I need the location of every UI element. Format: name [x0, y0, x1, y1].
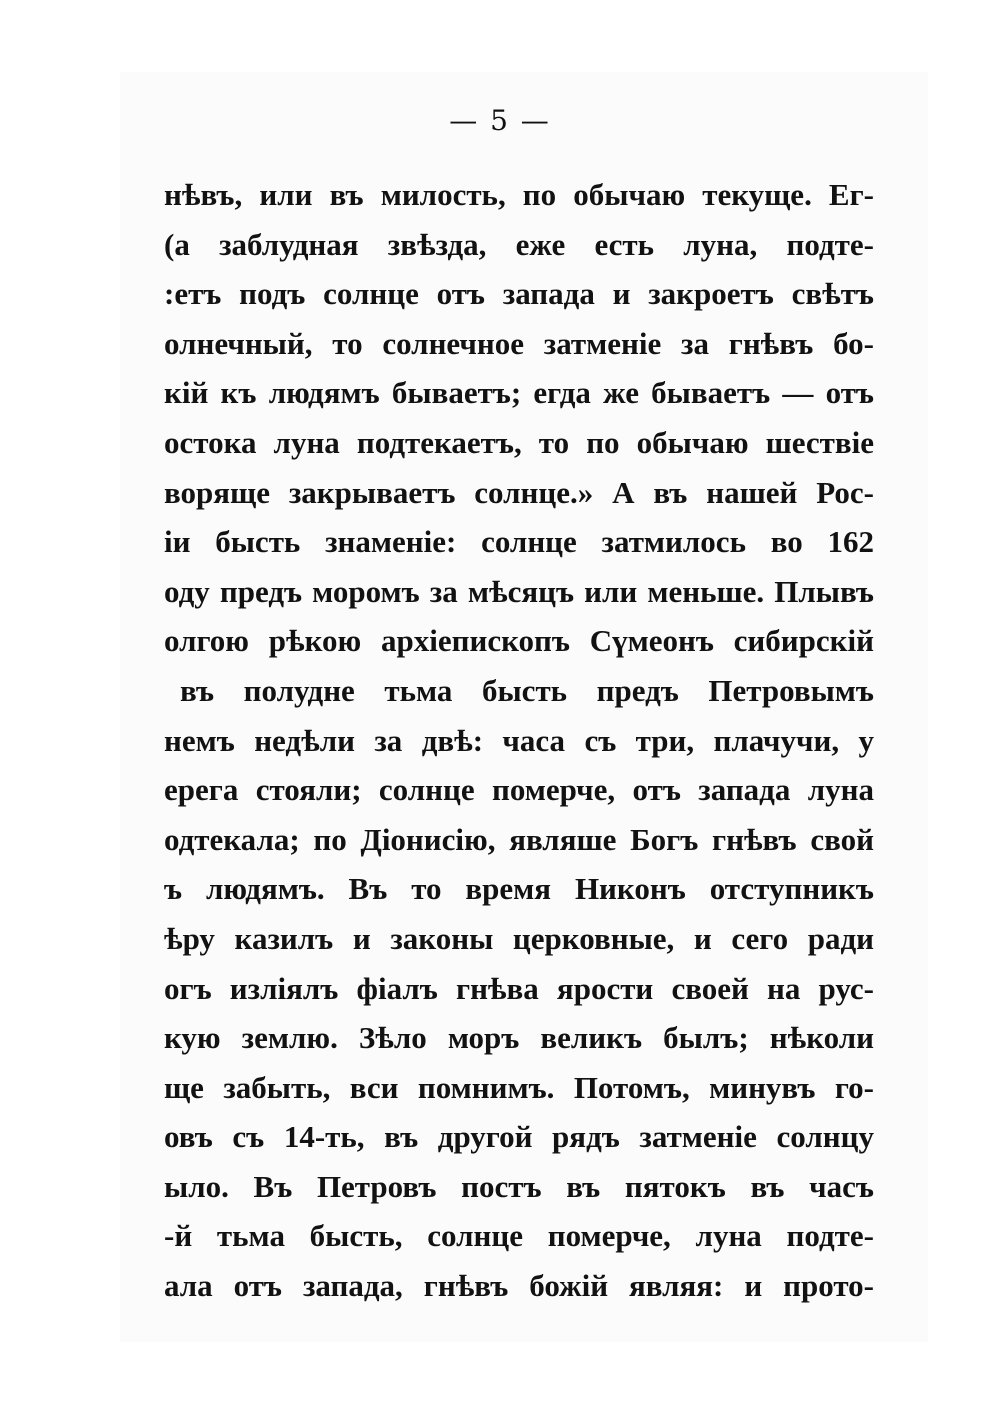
text-line-1: нѣвъ, или въ милость, по обычаю текуще. Ег- [164, 177, 874, 212]
text-line-14: одтекала; по Діонисію, являше Богъ гнѣвъ свой [164, 821, 874, 857]
text-line-11: въ полудне тьма бысть предъ Петровымъ [180, 672, 874, 708]
text-line-7: воряще закрываетъ солнце.» А въ нашей Рос- [164, 474, 874, 510]
text-line-12: немъ недѣли за двѣ: часа съ три, плачучи, у [164, 722, 874, 758]
text-line-5: кій къ людямъ бываетъ; егда же бываетъ — отъ [164, 375, 874, 411]
text-line-17: огъ изліялъ фіалъ гнѣва ярости своей на рус- [164, 970, 874, 1006]
text-line-2: (а заблудная звѣзда, еже есть луна, подте- [164, 226, 874, 262]
text-line-18: кую землю. Зѣло моръ великъ былъ; нѣколи [164, 1020, 874, 1056]
text-line-15: ъ людямъ. Въ то время Никонъ отступникъ [164, 871, 874, 907]
text-line-16: ѣру казилъ и законы церковные, и сего ради [164, 920, 874, 956]
text-line-22: -й тьма бысть, солнце померче, луна подте- [164, 1218, 874, 1254]
text-body [164, 170, 874, 1311]
text-line-21: ыло. Въ Петровъ постъ въ пятокъ въ часъ [164, 1168, 874, 1204]
text-line-13: ерега стояли; солнце померче, отъ запада луна [164, 772, 874, 808]
text-line-19: ще забыть, вси помнимъ. Потомъ, минувъ го- [164, 1069, 874, 1105]
text-line-20: овъ съ 14-ть, въ другой рядъ затменіе солнцу [164, 1119, 874, 1155]
text-line-3: :етъ подъ солнце отъ запада и закроетъ свѣтъ [164, 276, 874, 312]
text-line-10: олгою рѣкою архіепископъ Сүмеонъ сибирскій [164, 623, 874, 659]
text-line-23: ала отъ запада, гнѣвъ божій являя: и прото- [164, 1268, 874, 1304]
text-line-8: іи бысть знаменіе: солнце затмилось во 162 [164, 524, 874, 560]
text-line-9: оду предъ моромъ за мѣсяцъ или меньше. Плывъ [164, 573, 874, 609]
page-number: — 5 — [449, 104, 551, 137]
text-line-6: остока луна подтекаетъ, то по обычаю шествіе [164, 424, 874, 460]
text-line-4: олнечный, то солнечное затменіе за гнѣвъ бо- [164, 325, 874, 361]
